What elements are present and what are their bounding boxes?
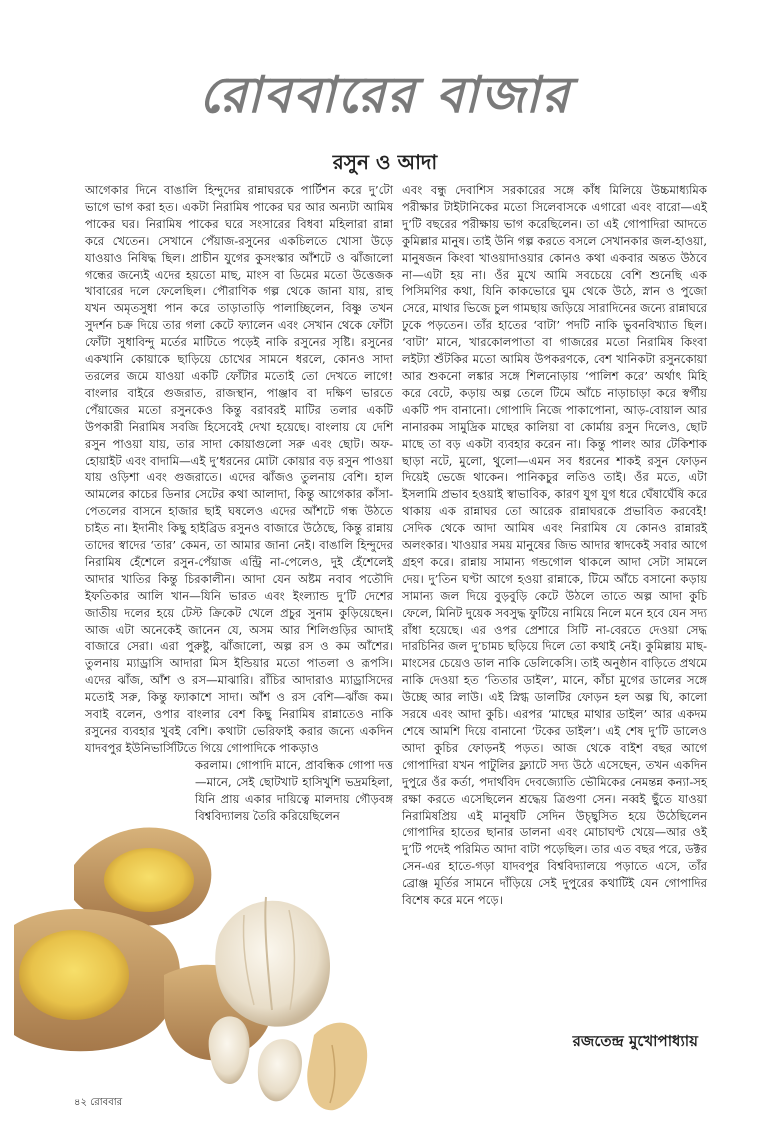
author-name: রজতেন্দ্র মুখোপাধ্যায়	[572, 1032, 698, 1050]
left-column-text: আগেকার দিনে বাঙালি হিন্দুদের রান্নাঘরকে পার্টিশন করে দু’টো ভাগে ভাগ করা হত। একটা নিরামিষ পাকের ঘর আর অন্যটা আমিষ পাকের ঘর। নিরামিষ পাকের ঘরে সংসারের বিধবা মহিলারা রান্না করে খেতেন। সেখানে পেঁয়াজ-রসুনের একচিলতে খোসা উড়ে যাওয়াও নিষিদ্ধ ছিল। প্রাচীন যুগের কুসংস্কার আঁশটে ও ঝাঁজালো গন্ধের জন্যেই এদের হয়তো মাছ, মাংস বা ডিমের মতো উত্তেজক খাবারের দলে ফেলেছিল। পৌরাণিক গল্প থেকে জানা যায়, রাহু যখন অমৃতসুধা পান করে তাড়াতাড়ি পালাচ্ছিলেন, বিষ্ণু তখন সুদর্শন চক্র দিয়ে তার গলা কেটে ফ্যালেন এবং সেখান থেকে ফোঁটা ফোঁটা সুধাবিন্দু মর্তের মাটিতে পড়েই নাকি রসুনের সৃষ্টি। রসুনের একখানি কোয়াকে ছাড়িয়ে চোখের সামনে ধরলে, কোনও সাদা তরলের জমে যাওয়া একটি ফোঁটার মতোই তো দেখতে লাগে! বাংলার বাইরে গুজরাত, রাজস্থান, পাঞ্জাব বা দক্ষিণ ভারতে পেঁয়াজের মতো রসুনকেও কিন্তু বরাবরই মাটির তলার একটি উপকারী নিরামিষ সবজি হিসেবেই দেখা হয়েছে। বাংলায় যে দেশি রসুন পাওয়া যায়, তার সাদা কোয়াগুলো সরু এবং ছোট। অফ-হোয়াইট এবং বাদামি—এই দু’ধরনের মোটা কোয়ার বড় রসুন পাওয়া যায় ওড়িশা এবং গুজরাতে। এদের ঝাঁজও তুলনায় বেশি। হাল আমলের কাচের ডিনার সেটের কথা আলাদা, কিন্তু আগেকার কাঁসা-পেতলের বাসনে হাজার ছাই ঘষলেও এদের আঁশটে গন্ধ উঠতে চাইত না। ইদানীং কিছু হাইব্রিড রসুনও বাজারে উঠেছে, কিন্তু রান্নায় তাদের স্বাদের ‘তার’ কেমন, তা আমার জানা নেই। বাঙালি হিন্দুদের নিরামিষ হেঁশেলে রসুন-পেঁয়াজ এন্ট্রি না-পেলেও, দুই হেঁশেলেই আদার খাতির কিন্তু চিরকালীন। আদা যেন অষ্টম নবাব পতৌদি ইফতিকার আলি খান—যিনি ভারত এবং ইংল্যান্ড দু’টি দেশের জাতীয় দলের হয়ে টেস্ট ক্রিকেট খেলে প্রচুর সুনাম কুড়িয়েছেন। আজ এটা অনেকেই জানেন যে, অসম আর শিলিগুড়ির আদাই বাজারে সেরা। এরা পুরুষ্টু, ঝাঁজালো, অল্প রস ও কম আঁশের। তুলনায় ম্যাড্রাসি আদারা মিস ইন্ডিয়ার মতো পাতলা ও রূপসি। এদের ঝাঁজ, আঁশ ও রস—মাঝারি। রাঁচির আদারাও ম্যাড্রাসিদের মতোই সরু, কিন্তু ফ্যাকাশে সাদা। আঁশ ও রস বেশি—ঝাঁজ কম। সবাই বলেন, ওপার বাংলার বেশ কিছু নিরামিষ রান্নাতেও নাকি রসুনের ব্যবহার খুবই বেশি। কথাটা ভেরিফাই করার জন্যে একদিন যাদবপুর ইউনিভার্সিটিতে গিয়ে গোপাদিকে পাকড়াও	[85, 183, 393, 755]
right-column-text: এবং বন্ধু দেবাশিস সরকারের সঙ্গে কাঁধ মিলিয়ে উচ্চমাধ্যমিক পরীক্ষার টাইটানিকের মতো সিলেবাসকে এগারো এবং বারো—এই দু’টি বছরের পরীক্ষায় ভাগ করেছিলেন। তা এই গোপাদিরা আদতে কুমিল্লার মানুষ। তাই উনি গল্প করতে বসলে সেখানকার জল-হাওয়া, মানুষজন কিংবা খাওয়াদাওয়ার কোনও কথা একবার অন্তত উঠবে না—এটা হয় না। ওঁর মুখে আমি সবচেয়ে বেশি শুনেছি এক পিসিমণির কথা, যিনি কাকভোরে ঘুম থেকে উঠে, স্নান ও পুজো সেরে, মাথার ভিজে চুল গামছায় জড়িয়ে সারাদিনের জন্যে রান্নাঘরে ঢুকে পড়তেন। তাঁর হাতের ‘বাটা’ পদটি নাকি ভুবনবিখ্যাত ছিল। ‘বাটা’ মানে, খারকোলপাতা বা গাজরের মতো নিরামিষ কিংবা লইট্যা শুঁটকির মতো আমিষ উপকরণকে, বেশ খানিকটা রসুনকোয়া আর শুকনো লঙ্কার সঙ্গে শিলনোড়ায় ‘পালিশ করে’ অর্থাৎ মিহি করে বেটে, কড়ায় অল্প তেলে টিমে আঁচে নাড়াচাড়া করে স্বর্গীয় একটি পদ বানানো। গোপাদি নিজে পাকাপোনা, আড়-বোয়াল আর নানারকম সামুদ্রিক মাছের কালিয়া বা কোর্মায় রসুন দিলেও, ছোট মাছে তা বড় একটা ব্যবহার করেন না। কিন্তু পালং আর টেকিশাক ছাড়া নটে, মুলো, থুলো—এমন সব ধরনের শাকই রসুন ফোড়ন দিয়েই ভেজে থাকেন। পানিকচুর লতিও তাই। ওঁর মতে, এটা ইসলামি প্রভাব হওয়াই স্বাভাবিক, কারণ যুগ যুগ ধরে ঘেঁষাঘেঁষি করে থাকায় এক রান্নাঘর তো আরেক রান্নাঘরকে প্রভাবিত করবেই! সেদিক থেকে আদা আমিষ এবং নিরামিষ যে কোনও রান্নারই অলংকার। খাওয়ার সময় মানুষের জিভ আদার স্বাদকেই সবার আগে গ্রহণ করে। রান্নায় সামান্য গন্ডগোল থাকলে আদা সেটা সামলে দেয়। দু’তিন ঘণ্টা আগে হওয়া রান্নাকে, টিমে আঁচে বসানো কড়ায় সামান্য জল দিয়ে বুড়বুড়ি কেটে উঠলে তাতে অল্প আদা কুচি ফেলে, মিনিট দুয়েক সবসুদ্ধ ফুটিয়ে নামিয়ে নিলে মনে হবে যেন সদ্য রাঁধা হয়েছে। এর ওপর প্রেশারে সিটি না-বেরতে দেওয়া সেদ্ধ দারচিনির জল দু’চামচ ছড়িয়ে দিলে তো কথাই নেই। কুমিল্লায় মাছ-মাংসের চেয়েও ডাল নাকি ডেলিকেসি। তাই অনুষ্ঠান বাড়িতে প্রথমে নাকি দেওয়া হত ‘তিতার ডাইল’, মানে, কাঁচা মুগের ডালের সঙ্গে উচ্ছে আর লাউ। এই স্নিগ্ধ ডালটির ফোড়ন হল অল্প ঘি, কালো সরষে এবং আদা কুচি। এরপর ‘মাছের মাথার ডাইল’ আর একদম শেষে আমশি দিয়ে বানানো ‘টকের ডাইল’। এই শেষ দু’টি ডালেও আদা কুচির ফোড়নই পড়ত। আজ থেকে বাইশ বছর আগে গোপাদিরা যখন পাটুলির ফ্ল্যাটে সদ্য উঠে এসেছেন, তখন একদিন দুপুরে ওঁর কর্তা, পদার্থবিদ দেবজ্যোতি ভৌমিকের নেমন্তন্ন কন্যা-সহ রক্ষা করতে এসেছিলেন শ্রদ্ধেয় ত্রিগুণা সেন। নব্বই ছুঁতে যাওয়া নিরামিষপ্রিয় এই মানুষটি সেদিন উচ্ছ্বসিত হয়ে উঠেছিলেন গোপাদির হাতের ছানার ডালনা এবং মোচাঘণ্ট খেয়ে—আর ওই দু’টি পদেই পরিমিত আদা বাটা পড়েছিল। তার এত বছর পরে, ডক্টর সেন-এর হাতে-গড়া যাদবপুর বিশ্ববিদ্যালয়ে পড়াতে এসে, তাঁর ব্রোঞ্জ মূর্তির সামনে দাঁড়িয়ে সেই দুপুরের কথাটিই যেন গোপাদির বিশেষ করে মনে পড়ে।	[402, 183, 707, 908]
masthead-title: রোববারের বাজার	[198, 65, 571, 124]
article-left-column	[85, 182, 393, 824]
article-subtitle: রসুন ও আদা	[332, 150, 438, 174]
article-right-column	[402, 182, 707, 909]
page-folio: ৪২ রোববার	[74, 1097, 123, 1108]
left-column-tail-text: করলাম। গোপাদি মানে, প্রাবন্ধিক গোপা দত্ত—মানে, সেই ছোটখাট হাসিখুশি ভদ্রমহিলা, যিনি প্রায় একার দায়িত্বে মালদায় গৌড়বঙ্গ বিশ্ববিদ্যালয় তৈরি করিয়েছিলেন	[195, 757, 393, 823]
ginger-garlic-illustration	[14, 805, 414, 1125]
